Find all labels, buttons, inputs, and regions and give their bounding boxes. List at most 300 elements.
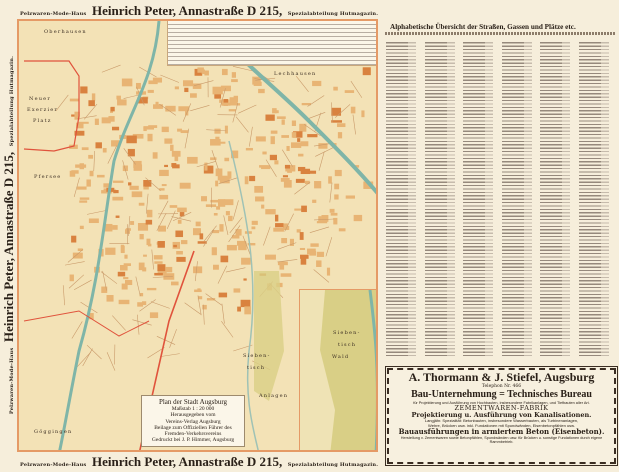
building-block	[132, 191, 143, 197]
building-block	[130, 186, 139, 190]
street	[101, 272, 117, 284]
building-block	[277, 116, 286, 119]
building-block	[297, 138, 300, 142]
street	[137, 315, 139, 335]
building-block	[204, 70, 209, 75]
building-block	[232, 72, 236, 78]
building-block	[227, 245, 237, 250]
building-block	[190, 93, 197, 97]
building-block	[154, 273, 163, 276]
building-block	[70, 99, 79, 102]
building-block	[252, 221, 258, 225]
building-block	[108, 116, 114, 122]
label-lechhausen: Lechhausen	[274, 71, 316, 77]
street	[306, 112, 325, 119]
building-block	[183, 80, 193, 86]
building-block	[88, 100, 94, 106]
building-block	[235, 229, 241, 236]
building-block	[310, 243, 318, 246]
building-block	[193, 266, 202, 273]
building-block	[121, 246, 125, 253]
street	[277, 259, 297, 262]
building-block	[214, 213, 218, 216]
company-sewer: Projektierung u. Ausführung von Kanalisationen.	[392, 412, 611, 419]
street	[167, 211, 175, 229]
building-block	[339, 228, 346, 231]
street	[152, 250, 154, 270]
building-block	[159, 195, 168, 199]
building-block	[354, 215, 362, 221]
building-block	[321, 215, 328, 222]
building-block	[156, 102, 159, 108]
building-block	[297, 229, 301, 232]
label-exerzier: Neuer	[29, 96, 51, 102]
street	[353, 115, 356, 135]
street-index-column	[502, 40, 538, 358]
ad-name: Heinrich Peter, Annastraße D 215,	[92, 3, 282, 18]
top-advertisement	[20, 3, 378, 17]
building-block	[206, 204, 216, 207]
building-block	[116, 216, 120, 218]
street	[112, 316, 125, 331]
building-block	[249, 176, 255, 181]
building-block	[331, 108, 341, 116]
building-block	[220, 177, 230, 183]
building-block	[112, 225, 117, 230]
inset-map	[299, 289, 378, 452]
street	[87, 345, 101, 359]
building-block	[82, 147, 89, 150]
building-block	[201, 196, 207, 201]
building-block	[143, 126, 154, 129]
building-block	[273, 228, 284, 232]
building-block	[327, 268, 330, 276]
building-block	[143, 180, 151, 187]
street	[160, 75, 179, 83]
building-block	[119, 300, 130, 304]
building-block	[196, 222, 201, 227]
street	[72, 321, 82, 338]
street	[294, 182, 310, 194]
building-block	[218, 199, 225, 207]
building-block	[125, 80, 130, 83]
municipal-boundary	[24, 61, 79, 151]
building-block	[307, 249, 316, 255]
building-block	[210, 157, 216, 160]
street	[63, 285, 64, 305]
company-advertisement	[387, 368, 616, 464]
building-block	[270, 155, 277, 160]
street	[190, 105, 209, 111]
building-block	[116, 96, 121, 100]
company-telephone: Telephon Nr. 466	[392, 384, 611, 389]
street	[351, 81, 362, 98]
building-block	[180, 183, 191, 189]
building-block	[224, 199, 233, 205]
building-block	[162, 184, 167, 186]
building-block	[148, 90, 154, 93]
map-publisher: Vereins-Verlag Augsburg	[142, 419, 244, 425]
building-block	[122, 284, 128, 290]
building-block	[271, 136, 275, 144]
building-block	[243, 278, 246, 280]
street	[151, 302, 170, 309]
building-block	[251, 226, 255, 229]
building-block	[271, 131, 278, 134]
building-block	[97, 175, 105, 178]
building-block	[221, 256, 229, 263]
side-advertisement	[1, 25, 15, 445]
company-footer: Herstellung v. Zementwaren sowie Betonpfählen, Spundwänden usw. für Brücken u. sonstige Fundationen durch eigene Rammbetrieb.	[392, 436, 611, 445]
street	[221, 321, 233, 337]
building-block	[256, 136, 266, 141]
inset-drawing	[300, 290, 378, 452]
street	[183, 103, 191, 121]
building-block	[328, 176, 332, 183]
building-block	[142, 301, 146, 305]
building-block	[234, 96, 238, 103]
building-block	[154, 255, 163, 259]
building-block	[105, 248, 115, 255]
building-block	[181, 240, 187, 244]
building-block	[215, 181, 218, 187]
building-block	[275, 110, 279, 113]
map-note: Beilage zum Offiziellen Führer des	[142, 425, 244, 431]
building-block	[237, 241, 246, 246]
building-block	[224, 158, 229, 161]
ad-shop: Pelzwaren-Mode-Haus	[20, 11, 86, 17]
building-block	[143, 187, 147, 190]
street	[263, 227, 270, 246]
building-block	[281, 238, 287, 243]
building-block	[282, 119, 285, 124]
building-block	[95, 119, 99, 125]
building-block	[291, 142, 301, 148]
inset-label: Sieben-	[333, 330, 360, 336]
building-block	[175, 231, 183, 238]
building-block	[117, 99, 127, 105]
building-block	[153, 78, 162, 83]
street	[84, 104, 97, 119]
street	[194, 81, 213, 86]
building-block	[265, 255, 276, 260]
building-block	[177, 208, 187, 213]
building-block	[219, 293, 227, 298]
label-anlagen: Anlagen	[259, 393, 288, 399]
street	[296, 76, 308, 92]
building-block	[300, 255, 309, 259]
street	[159, 201, 168, 219]
building-block	[70, 275, 74, 282]
building-block	[164, 165, 168, 167]
building-block	[283, 175, 288, 177]
building-block	[139, 263, 145, 271]
building-block	[123, 277, 128, 279]
building-block	[202, 305, 207, 310]
building-block	[80, 226, 84, 229]
building-block	[130, 221, 134, 225]
building-block	[265, 115, 274, 121]
building-block	[316, 260, 321, 267]
building-block	[307, 134, 317, 137]
label-goggingen: Göggingen	[34, 429, 72, 435]
building-block	[285, 165, 290, 169]
building-block	[170, 205, 178, 208]
building-block	[173, 245, 177, 247]
building-block	[301, 206, 307, 212]
building-block	[361, 110, 364, 117]
building-block	[275, 223, 283, 227]
building-block	[363, 67, 371, 75]
label-siebentisch: Sieben-	[243, 353, 270, 359]
building-block	[159, 170, 169, 176]
building-block	[278, 262, 288, 266]
building-block	[164, 138, 172, 143]
building-block	[124, 255, 127, 259]
building-block	[90, 171, 94, 176]
building-block	[172, 164, 180, 168]
building-block	[92, 93, 95, 100]
building-block	[265, 209, 275, 214]
ad-department: Spezialabteilung Hutmagazin.	[288, 462, 378, 468]
building-block	[170, 145, 173, 151]
building-block	[229, 109, 236, 111]
building-block	[222, 69, 228, 75]
street	[87, 210, 107, 214]
building-block	[337, 123, 345, 127]
building-block	[330, 209, 335, 213]
building-block	[197, 67, 203, 72]
company-factory: ZEMENTWAREN-FABRIK	[392, 405, 611, 412]
building-block	[312, 200, 316, 203]
inset-label: tisch	[338, 342, 356, 348]
building-block	[214, 129, 220, 134]
building-block	[221, 103, 230, 106]
building-block	[219, 224, 223, 231]
company-services: für Projektierung und Ausführung von Hochbauten, insbesondere Fabrikanlagen, und Tiefbauten aller Art.	[392, 401, 611, 405]
building-block	[231, 79, 238, 82]
ad-shop: Pelzwaren-Mode-Haus	[9, 348, 15, 414]
building-block	[147, 288, 156, 290]
map-printer: Gedruckt bei J. P. Himmer, Augsburg	[142, 437, 244, 443]
building-block	[331, 120, 342, 122]
building-block	[225, 126, 228, 134]
building-block	[241, 258, 250, 265]
building-block	[184, 88, 188, 92]
building-block	[286, 146, 289, 151]
building-block	[124, 263, 131, 266]
building-block	[274, 160, 278, 164]
street	[204, 226, 217, 242]
building-block	[241, 300, 251, 307]
building-block	[79, 200, 87, 202]
building-block	[301, 141, 309, 146]
building-block	[181, 130, 189, 133]
building-block	[140, 234, 144, 239]
building-block	[317, 252, 324, 257]
map-title-box	[141, 395, 245, 447]
building-block	[246, 148, 253, 150]
building-block	[346, 195, 355, 198]
building-block	[335, 170, 342, 176]
building-block	[113, 181, 123, 183]
ad-shop: Pelzwaren-Mode-Haus	[20, 462, 86, 468]
building-block	[258, 89, 265, 93]
building-block	[287, 169, 292, 173]
building-block	[157, 264, 165, 271]
building-block	[215, 137, 219, 144]
street	[83, 349, 93, 366]
street-index-column	[425, 40, 461, 358]
building-block	[312, 81, 321, 86]
forest-strip	[254, 271, 284, 401]
building-block	[333, 87, 337, 91]
building-block	[300, 232, 304, 240]
street-index-column	[386, 40, 422, 358]
bottom-advertisement	[20, 454, 378, 468]
street	[314, 269, 329, 282]
building-block	[200, 233, 204, 239]
building-block	[213, 87, 223, 95]
building-block	[176, 257, 185, 262]
building-block	[95, 142, 101, 148]
building-block	[334, 184, 339, 190]
street-index-column	[540, 40, 576, 358]
street	[307, 96, 324, 107]
building-block	[230, 103, 240, 105]
inset-label: Wald	[332, 354, 349, 360]
map-street-index	[167, 21, 378, 66]
building-block	[284, 180, 292, 188]
street	[185, 303, 201, 315]
building-block	[338, 132, 342, 138]
building-block	[281, 273, 292, 276]
street	[203, 230, 214, 247]
building-block	[185, 108, 188, 115]
building-block	[112, 127, 119, 131]
building-block	[213, 265, 219, 270]
building-block	[78, 248, 83, 251]
company-concrete: Bauausführungen in armiertem Beton (Eisenbeton).	[392, 428, 611, 436]
building-block	[301, 258, 307, 264]
street	[102, 65, 121, 72]
building-block	[317, 221, 327, 223]
street	[226, 268, 246, 272]
street	[107, 352, 115, 370]
street	[94, 151, 95, 171]
building-block	[197, 288, 200, 292]
building-block	[80, 197, 89, 199]
building-block	[128, 182, 131, 185]
street	[224, 215, 228, 235]
building-block	[107, 295, 114, 302]
building-block	[165, 106, 175, 112]
building-block	[334, 194, 338, 199]
building-block	[171, 282, 179, 286]
building-block	[147, 134, 152, 141]
company-business: Bau-Unternehmung = Technisches Bureau	[392, 389, 611, 400]
building-block	[118, 272, 125, 277]
building-block	[178, 220, 182, 224]
building-block	[292, 121, 296, 126]
building-block	[212, 247, 217, 255]
building-block	[111, 107, 115, 112]
building-block	[165, 267, 172, 272]
building-block	[245, 176, 249, 184]
building-block	[281, 135, 289, 138]
building-block	[226, 211, 230, 215]
building-block	[86, 179, 90, 186]
label-pfersee: Pfersee	[34, 174, 61, 180]
building-block	[237, 307, 241, 312]
building-block	[71, 114, 74, 116]
street-index-column	[579, 40, 615, 358]
street	[282, 150, 292, 167]
building-block	[126, 136, 136, 144]
building-block	[103, 148, 107, 152]
building-block	[77, 186, 87, 189]
map-publisher: Herausgegeben vom	[142, 412, 244, 418]
street	[238, 105, 256, 113]
building-block	[147, 210, 153, 217]
city-map[interactable]	[17, 19, 378, 452]
building-block	[261, 166, 270, 170]
building-block	[187, 157, 198, 164]
building-block	[345, 90, 354, 93]
building-block	[133, 161, 141, 168]
label-exerzier: Platz	[33, 118, 52, 124]
building-block	[331, 213, 338, 216]
building-block	[305, 181, 310, 184]
building-block	[275, 215, 278, 222]
building-block	[172, 151, 181, 157]
street	[277, 243, 296, 250]
street	[233, 200, 238, 219]
building-block	[234, 288, 241, 292]
building-block	[153, 152, 158, 158]
street	[136, 277, 140, 296]
building-block	[254, 186, 263, 193]
street	[310, 227, 329, 233]
building-block	[154, 261, 162, 263]
company-specialty: Langjähr. Spezialität: Betonbauten, insbesondere Wasserbauten, als Turbinenanlagen,	[392, 419, 611, 423]
building-block	[70, 171, 75, 177]
building-block	[176, 251, 183, 255]
building-block	[262, 152, 266, 155]
building-block	[139, 203, 145, 206]
building-block	[150, 312, 158, 318]
building-block	[75, 164, 86, 167]
building-block	[78, 122, 88, 124]
street	[160, 354, 180, 357]
building-block	[146, 220, 152, 225]
building-block	[261, 205, 264, 209]
building-block	[175, 86, 179, 89]
building-block	[80, 86, 87, 93]
company-name: A. Thormann & J. Stiefel, Augsburg	[392, 371, 611, 384]
building-block	[296, 179, 305, 183]
ad-department: Spezialabteilung Hutmagazin.	[9, 56, 15, 146]
building-block	[300, 248, 305, 250]
building-block	[88, 155, 93, 159]
building-block	[244, 306, 251, 314]
ad-name: Heinrich Peter, Annastraße D 215,	[92, 454, 282, 469]
building-block	[143, 255, 147, 257]
company-specialty: Wehre, Brücken usw. inkl. Fundationen mit Spundwänden, Eisenbetonpfählen usw.	[392, 424, 611, 428]
building-block	[216, 168, 223, 176]
label-siebentisch: tisch	[247, 365, 265, 371]
street-index-subtitle	[385, 32, 615, 35]
